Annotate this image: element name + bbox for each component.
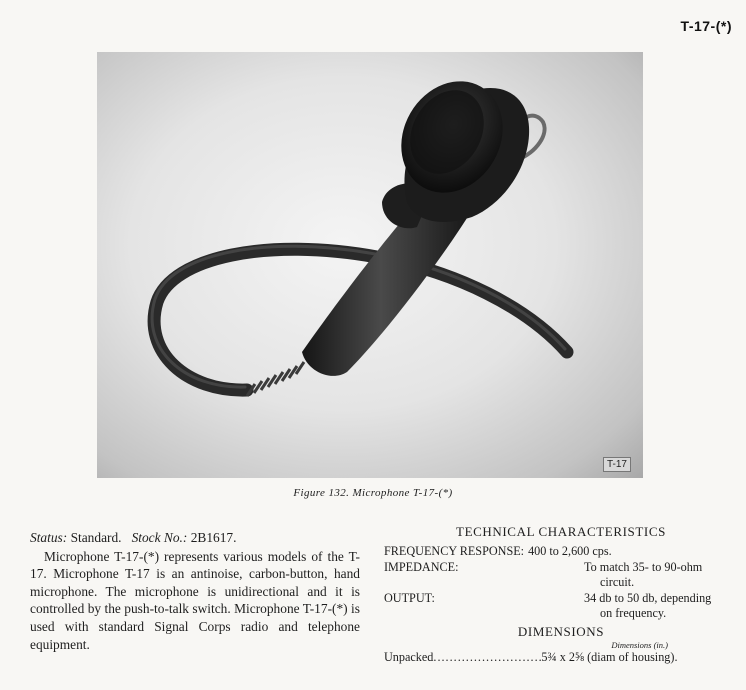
technical-title: TECHNICAL CHARACTERISTICS	[456, 524, 666, 539]
status-line	[30, 529, 360, 547]
impedance-value	[584, 560, 738, 589]
description-paragraph: Microphone T-17-(*) represents various models of the T-17. Microphone T-17 is an antinoise, carbon-button, hand microphone. The microphone is unidirectional and it is controlled by the push-to-talk switch. Microphone T-17-(*) is used with standard Signal Corps radio and telephone equipment.	[30, 548, 360, 652]
frequency-row	[384, 544, 738, 559]
impedance-label: IMPEDANCE:	[384, 560, 459, 574]
figure-tag: T-17	[603, 457, 631, 472]
dimensions-units: Dimensions (in.)	[611, 639, 668, 650]
frequency-value: 400 to 2,600 cps.	[528, 543, 612, 558]
unpacked-row	[384, 650, 738, 665]
dot-leader: ...........................	[433, 649, 543, 664]
frequency-label: FREQUENCY RESPONSE:	[384, 543, 525, 558]
unpacked-label: Unpacked	[384, 649, 434, 664]
impedance-row	[384, 560, 738, 589]
output-row	[384, 591, 738, 620]
microphone-photo	[97, 52, 643, 478]
status-value: Standard.	[70, 530, 122, 545]
stock-label: Stock No.:	[131, 530, 188, 545]
output-value	[584, 591, 738, 620]
output-value-line-1: 34 db to 50 db, depending	[584, 591, 712, 605]
unpacked-value: 5¾ x 2⅝ (diam of housing).	[541, 649, 678, 664]
dimensions-title: DIMENSIONS	[517, 624, 605, 639]
output-value-line-2: on frequency.	[600, 605, 667, 620]
technical-column	[384, 525, 738, 664]
output-label: OUTPUT:	[384, 591, 435, 605]
impedance-value-line-1: To match 35- to 90-ohm	[584, 560, 703, 574]
figure-caption: Figure 132. Microphone T-17-(*)	[293, 487, 453, 499]
stock-value: 2B1617.	[190, 530, 237, 545]
microphone-illustration	[97, 52, 643, 478]
page-code: T-17-(*)	[680, 18, 732, 34]
description-column	[30, 529, 360, 653]
status-label: Status:	[30, 530, 68, 545]
impedance-value-line-2: circuit.	[600, 574, 635, 589]
